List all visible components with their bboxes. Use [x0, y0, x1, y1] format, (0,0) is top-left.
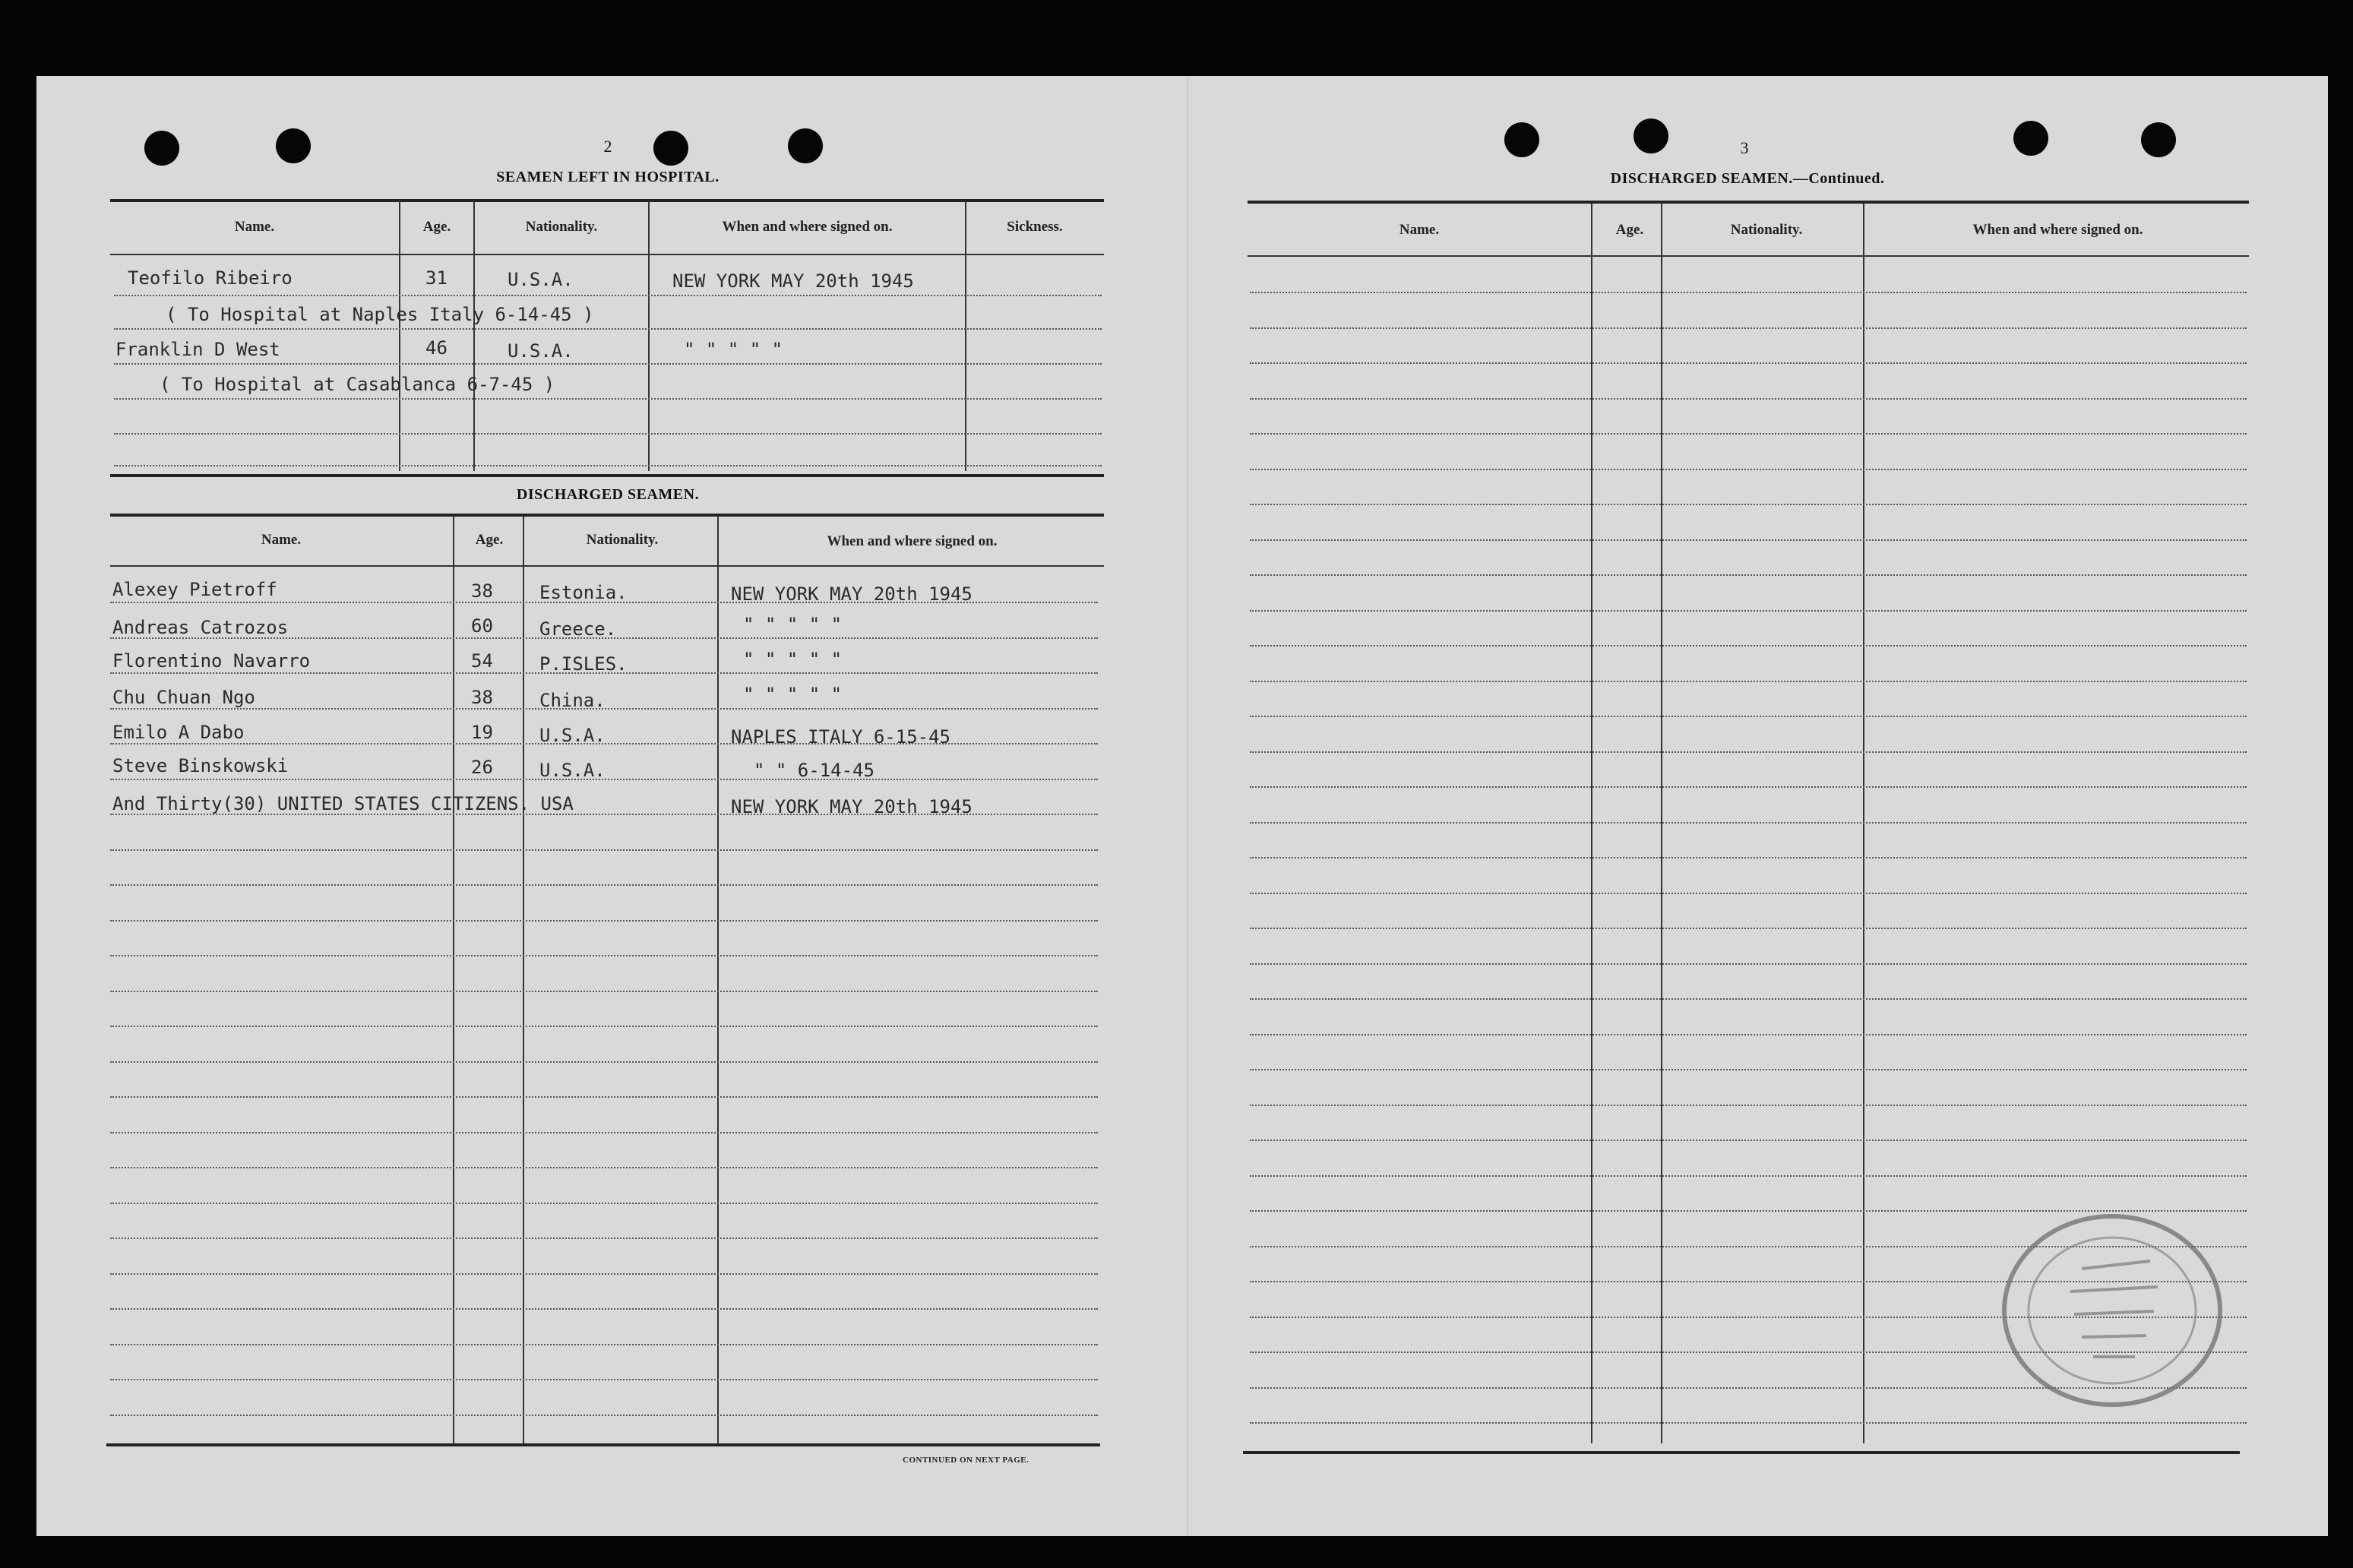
- discharged-row-6-nationality: U.S.A.: [539, 760, 606, 781]
- punch-hole-icon: [653, 131, 688, 166]
- discharged-row-1-name: Alexey Pietroff: [112, 579, 277, 600]
- ruled-line: [1250, 539, 2247, 541]
- ruled-line: [1250, 716, 2247, 717]
- ruled-line: [1250, 1175, 2247, 1177]
- discharged-col-divider: [453, 517, 454, 1445]
- ruled-line: [1250, 327, 2247, 329]
- ruled-line: [114, 398, 1102, 400]
- discharged-row-5-signed-on: NAPLES ITALY 6-15-45: [731, 726, 950, 748]
- discharged-row-6-name: Steve Binskowski: [112, 755, 289, 776]
- ruled-line: [1250, 857, 2247, 858]
- ruled-line: [1250, 469, 2247, 470]
- discharged-top-rule: [110, 514, 1104, 517]
- discharged-bottom-rule: [106, 1443, 1100, 1446]
- ruled-line: [110, 1308, 1098, 1310]
- right-bottom-rule: [1243, 1451, 2240, 1454]
- discharged-row-1-signed-on: NEW YORK MAY 20th 1945: [731, 583, 973, 605]
- hospital-section-title: SEAMEN LEFT IN HOSPITAL.: [496, 169, 719, 185]
- ruled-line: [1250, 1422, 2247, 1424]
- ruled-line: [1250, 574, 2247, 576]
- punch-hole-icon: [2013, 121, 2048, 156]
- hospital-col-signed-on: When and where signed on.: [722, 219, 893, 235]
- right-col-signed-on: When and where signed on.: [1972, 222, 2143, 238]
- ruled-line: [1250, 1140, 2247, 1141]
- discharged-row-5-age: 19: [471, 722, 493, 743]
- ruled-line: [1250, 1034, 2247, 1035]
- hospital-col-name: Name.: [234, 219, 275, 235]
- right-col-divider: [1863, 204, 1864, 1443]
- hospital-row-2-note: ( To Hospital at Casablanca 6-7-45 ): [160, 374, 555, 395]
- ruled-line: [114, 433, 1102, 435]
- discharged-header-rule: [110, 565, 1104, 567]
- discharged-row-3-nationality: P.ISLES.: [539, 653, 628, 675]
- discharged-row-1-age: 38: [471, 580, 493, 602]
- discharged-row-2-nationality: Greece.: [539, 618, 617, 640]
- discharged-section-title: DISCHARGED SEAMEN.: [516, 486, 700, 503]
- ruled-line: [110, 955, 1098, 956]
- hospital-top-rule: [110, 199, 1104, 202]
- discharged-col-nationality: Nationality.: [586, 532, 659, 548]
- hospital-row-1-signed-on: NEW YORK MAY 20th 1945: [672, 270, 914, 292]
- punch-hole-icon: [2141, 122, 2176, 157]
- ruled-line: [1250, 963, 2247, 965]
- ruled-line: [1250, 1105, 2247, 1106]
- ruled-line: [1250, 504, 2247, 505]
- right-col-name: Name.: [1399, 222, 1440, 238]
- ruled-line: [1250, 1069, 2247, 1070]
- right-title-text: DISCHARGED SEAMEN.: [1610, 170, 1793, 187]
- hospital-row-1-nationality: U.S.A.: [508, 269, 574, 290]
- right-col-age: Age.: [1615, 222, 1644, 238]
- hospital-row-2-nationality: U.S.A.: [508, 340, 574, 362]
- punch-hole-icon: [1504, 122, 1539, 157]
- ruled-line: [110, 1415, 1098, 1416]
- ruled-line: [1250, 398, 2247, 400]
- discharged-row-6-age: 26: [471, 757, 493, 778]
- ruled-line: [114, 465, 1102, 466]
- ruled-line: [110, 1203, 1098, 1204]
- right-section-title: [1512, 170, 1983, 188]
- discharged-row-2-name: Andreas Catrozos: [112, 617, 289, 638]
- ruled-line: [110, 920, 1098, 922]
- discharged-row-1-nationality: Estonia.: [539, 582, 628, 603]
- ruled-line: [114, 295, 1102, 296]
- discharged-row-3-age: 54: [471, 650, 493, 672]
- ruled-line: [1250, 610, 2247, 612]
- hospital-row-1-note: ( To Hospital at Naples Italy 6-14-45 ): [166, 304, 594, 325]
- ruled-line: [110, 1096, 1098, 1098]
- ruled-line: [110, 1238, 1098, 1239]
- hospital-row-2-name: Franklin D West: [115, 339, 280, 360]
- ruled-line: [1250, 786, 2247, 788]
- ruled-line: [1250, 998, 2247, 1000]
- hospital-col-divider: [473, 201, 475, 471]
- ruled-line: [110, 849, 1098, 851]
- discharged-col-signed-on: When and where signed on.: [827, 533, 998, 549]
- ink-stamp: [1998, 1208, 2226, 1413]
- discharged-row-4-signed-on: " " " " ": [743, 684, 843, 705]
- ruled-line: [114, 328, 1102, 330]
- continued-footnote: CONTINUED ON NEXT PAGE.: [903, 1456, 1029, 1465]
- hospital-col-age: Age.: [422, 219, 451, 235]
- discharged-col-age: Age.: [475, 532, 504, 548]
- punch-hole-icon: [276, 128, 311, 163]
- ruled-line: [110, 1061, 1098, 1063]
- ruled-line: [1250, 822, 2247, 824]
- right-top-rule: [1248, 201, 2249, 204]
- hospital-header-rule: [110, 254, 1104, 255]
- ruled-line: [1250, 362, 2247, 364]
- ruled-line: [114, 363, 1102, 365]
- ruled-line: [1250, 928, 2247, 929]
- ruled-line: [110, 1026, 1098, 1027]
- discharged-row-4-name: Chu Chuan Ngo: [112, 687, 255, 708]
- ruled-line: [1250, 433, 2247, 435]
- discharged-row-7-signed-on: NEW YORK MAY 20th 1945: [731, 796, 973, 817]
- hospital-col-divider: [648, 201, 650, 471]
- discharged-row-3-signed-on: " " " " ": [743, 649, 843, 670]
- page-number-right: 3: [1740, 138, 1749, 157]
- hospital-col-sickness: Sickness.: [1007, 219, 1063, 235]
- ruled-line: [1250, 751, 2247, 753]
- ruled-line: [110, 1132, 1098, 1133]
- discharged-row-4-nationality: China.: [539, 690, 606, 711]
- hospital-bottom-rule: [110, 474, 1104, 477]
- punch-hole-icon: [144, 131, 179, 166]
- discharged-row-5-name: Emilo A Dabo: [112, 722, 245, 743]
- ruled-line: [110, 1344, 1098, 1345]
- ruled-line: [110, 884, 1098, 886]
- discharged-row-2-age: 60: [471, 615, 493, 637]
- discharged-col-divider: [523, 517, 524, 1445]
- page-fold: [1187, 76, 1188, 1536]
- hospital-row-2-signed-on: " " " " ": [684, 339, 783, 360]
- hospital-row-2-age: 46: [425, 337, 448, 359]
- discharged-row-5-nationality: U.S.A.: [539, 725, 606, 746]
- hospital-row-1-name: Teofilo Ribeiro: [128, 267, 293, 289]
- discharged-row-2-signed-on: " " " " ": [743, 614, 843, 635]
- ruled-line: [1250, 292, 2247, 293]
- ruled-line: [110, 1273, 1098, 1275]
- discharged-row-4-age: 38: [471, 687, 493, 708]
- discharged-row-6-signed-on: " " 6-14-45: [754, 760, 874, 781]
- hospital-col-divider: [965, 201, 966, 471]
- ruled-line: [1250, 681, 2247, 682]
- ruled-line: [1250, 893, 2247, 894]
- ruled-line: [110, 1379, 1098, 1380]
- discharged-col-name: Name.: [261, 532, 302, 548]
- right-col-nationality: Nationality.: [1730, 222, 1803, 238]
- right-header-rule: [1248, 255, 2249, 257]
- punch-hole-icon: [1634, 119, 1668, 153]
- right-col-divider: [1591, 204, 1592, 1443]
- ruled-line: [1250, 645, 2247, 646]
- page-number-left: 2: [603, 137, 612, 156]
- hospital-row-1-age: 31: [425, 267, 448, 289]
- hospital-col-nationality: Nationality.: [525, 219, 598, 235]
- discharged-row-3-name: Florentino Navarro: [112, 650, 311, 672]
- right-col-divider: [1661, 204, 1662, 1443]
- discharged-row-7-name: And Thirty(30) UNITED STATES CITIZENS. USA: [112, 793, 574, 814]
- punch-hole-icon: [788, 128, 823, 163]
- discharged-col-divider: [717, 517, 719, 1445]
- ruled-line: [110, 1167, 1098, 1168]
- ruled-line: [110, 991, 1098, 992]
- hospital-col-divider: [399, 201, 400, 471]
- right-title-suffix: —Continued.: [1792, 170, 1885, 187]
